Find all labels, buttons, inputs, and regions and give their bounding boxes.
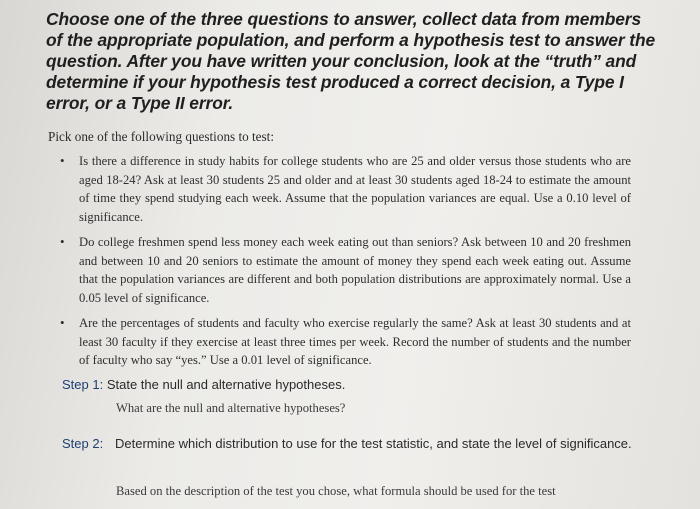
question-text: Do college freshmen spend less money each week eating out than seniors? Ask between 10 and 20 freshmen and between 10 and 20 seniors to estimate the amount of money they spend each week eating out. Assume that the population variances are different and both population distributions are approximately normal. Use a 0.05 level of significance. [79, 235, 631, 305]
step-2-label: Step 2: [62, 436, 104, 451]
question-text: Is there a difference in study habits for college students who are 25 and older versus those students who are aged 18-24? Ask at least 30 students 25 and older and at least 30 students aged 18-24 to estimate the amount of time they spend studying each week. Assume that the population variances are equal. Use a 0.10 level of significance. [79, 154, 631, 224]
bullet-icon: • [60, 153, 65, 168]
step-2-prompt: Based on the description of the test you chose, what formula should be used for the test [116, 484, 556, 498]
bullet-icon: • [60, 234, 65, 249]
step-1 [62, 376, 345, 393]
question-intro: Pick one of the following questions to test: [48, 129, 274, 144]
question-text: Are the percentages of students and faculty who exercise regularly the same? Ask at least 30 students and at least 30 faculty if they exercise at least three times per week. Record the number of students and the number of faculty who say “yes.” Use a 0.01 level of significance. [79, 316, 631, 367]
question-list [57, 152, 631, 377]
step-1-prompt: What are the null and alternative hypotheses? [116, 401, 346, 415]
assignment-instructions: Choose one of the three questions to answer, collect data from members of the appropriate population, and perform a hypothesis test to answer the question. After you have written your conclusion, look at the “truth” and determine if your hypothesis test produced a correct decision, a Type I error, or a Type II error. [46, 9, 656, 113]
question-item-eating-out [57, 233, 631, 307]
question-item-exercise [57, 314, 631, 370]
question-item-study-habits [57, 152, 631, 226]
bullet-icon: • [60, 315, 65, 330]
step-1-label: Step 1: [62, 377, 104, 392]
step-2-text: Determine which distribution to use for the test statistic, and state the level of significance. [115, 436, 632, 451]
step-1-text: State the null and alternative hypotheses. [106, 377, 346, 392]
step-2 [62, 435, 632, 452]
